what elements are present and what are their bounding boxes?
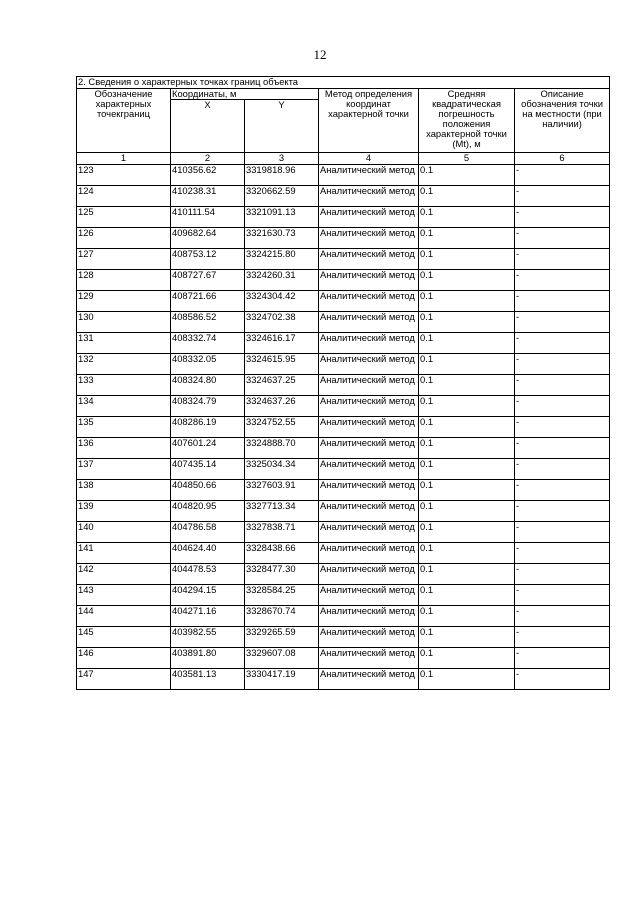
table-row	[77, 585, 610, 606]
method-cell: Аналитический метод	[319, 291, 419, 312]
section-title-row	[77, 77, 610, 89]
y-coordinate-cell: 3328670.74	[245, 606, 319, 627]
header-error: Средняя квадратическая погрешность положения характерной точки (Mt), м	[419, 89, 515, 153]
point-id-cell: 134	[77, 396, 171, 417]
error-cell: 0.1	[419, 480, 515, 501]
method-cell: Аналитический метод	[319, 333, 419, 354]
description-cell: -	[515, 396, 610, 417]
method-cell: Аналитический метод	[319, 669, 419, 690]
method-cell: Аналитический метод	[319, 375, 419, 396]
table-row	[77, 564, 610, 585]
header-method: Метод определения координат характерной точки	[319, 89, 419, 153]
error-cell: 0.1	[419, 438, 515, 459]
error-cell: 0.1	[419, 396, 515, 417]
y-coordinate-cell: 3324702.38	[245, 312, 319, 333]
method-cell: Аналитический метод	[319, 627, 419, 648]
y-coordinate-cell: 3319818.96	[245, 165, 319, 186]
y-coordinate-cell: 3324752.55	[245, 417, 319, 438]
x-coordinate-cell: 408727.67	[171, 270, 245, 291]
point-id-cell: 143	[77, 585, 171, 606]
table-row	[77, 396, 610, 417]
method-cell: Аналитический метод	[319, 585, 419, 606]
x-coordinate-cell: 404271.16	[171, 606, 245, 627]
description-cell: -	[515, 270, 610, 291]
y-coordinate-cell: 3327838.71	[245, 522, 319, 543]
table-row	[77, 354, 610, 375]
x-coordinate-cell: 404624.40	[171, 543, 245, 564]
description-cell: -	[515, 522, 610, 543]
point-id-cell: 144	[77, 606, 171, 627]
x-coordinate-cell: 408332.74	[171, 333, 245, 354]
point-id-cell: 129	[77, 291, 171, 312]
table-row	[77, 480, 610, 501]
description-cell: -	[515, 438, 610, 459]
x-coordinate-cell: 407435.14	[171, 459, 245, 480]
table-row	[77, 207, 610, 228]
description-cell: -	[515, 564, 610, 585]
x-coordinate-cell: 408324.79	[171, 396, 245, 417]
description-cell: -	[515, 165, 610, 186]
point-id-cell: 142	[77, 564, 171, 585]
header-coordinates: Координаты, м	[171, 89, 319, 100]
y-coordinate-cell: 3324615.95	[245, 354, 319, 375]
error-cell: 0.1	[419, 354, 515, 375]
table-row	[77, 648, 610, 669]
column-number: 5	[419, 153, 515, 165]
y-coordinate-cell: 3324304.42	[245, 291, 319, 312]
error-cell: 0.1	[419, 669, 515, 690]
error-cell: 0.1	[419, 417, 515, 438]
table-row	[77, 522, 610, 543]
method-cell: Аналитический метод	[319, 270, 419, 291]
method-cell: Аналитический метод	[319, 417, 419, 438]
error-cell: 0.1	[419, 564, 515, 585]
table-row	[77, 312, 610, 333]
method-cell: Аналитический метод	[319, 165, 419, 186]
table-row	[77, 417, 610, 438]
y-coordinate-cell: 3325034.34	[245, 459, 319, 480]
y-coordinate-cell: 3328477.30	[245, 564, 319, 585]
x-coordinate-cell: 404850.66	[171, 480, 245, 501]
column-number: 1	[77, 153, 171, 165]
x-coordinate-cell: 408753.12	[171, 249, 245, 270]
y-coordinate-cell: 3320662.59	[245, 186, 319, 207]
method-cell: Аналитический метод	[319, 480, 419, 501]
method-cell: Аналитический метод	[319, 564, 419, 585]
error-cell: 0.1	[419, 312, 515, 333]
table-row	[77, 228, 610, 249]
table-row	[77, 501, 610, 522]
description-cell: -	[515, 417, 610, 438]
method-cell: Аналитический метод	[319, 396, 419, 417]
error-cell: 0.1	[419, 585, 515, 606]
x-coordinate-cell: 408324.80	[171, 375, 245, 396]
method-cell: Аналитический метод	[319, 522, 419, 543]
y-coordinate-cell: 3324637.25	[245, 375, 319, 396]
x-coordinate-cell: 410111.54	[171, 207, 245, 228]
point-id-cell: 131	[77, 333, 171, 354]
error-cell: 0.1	[419, 270, 515, 291]
point-id-cell: 136	[77, 438, 171, 459]
description-cell: -	[515, 627, 610, 648]
x-coordinate-cell: 410238.31	[171, 186, 245, 207]
description-cell: -	[515, 186, 610, 207]
description-cell: -	[515, 333, 610, 354]
x-coordinate-cell: 409682.64	[171, 228, 245, 249]
x-coordinate-cell: 404786.58	[171, 522, 245, 543]
y-coordinate-cell: 3324260.31	[245, 270, 319, 291]
description-cell: -	[515, 375, 610, 396]
error-cell: 0.1	[419, 459, 515, 480]
description-cell: -	[515, 648, 610, 669]
point-id-cell: 145	[77, 627, 171, 648]
table-row	[77, 438, 610, 459]
error-cell: 0.1	[419, 627, 515, 648]
table-row	[77, 291, 610, 312]
description-cell: -	[515, 354, 610, 375]
error-cell: 0.1	[419, 249, 515, 270]
error-cell: 0.1	[419, 543, 515, 564]
method-cell: Аналитический метод	[319, 438, 419, 459]
x-coordinate-cell: 407601.24	[171, 438, 245, 459]
point-id-cell: 126	[77, 228, 171, 249]
y-coordinate-cell: 3330417.19	[245, 669, 319, 690]
y-coordinate-cell: 3324215.80	[245, 249, 319, 270]
description-cell: -	[515, 543, 610, 564]
y-coordinate-cell: 3324637.26	[245, 396, 319, 417]
description-cell: -	[515, 207, 610, 228]
error-cell: 0.1	[419, 207, 515, 228]
column-number: 2	[171, 153, 245, 165]
x-coordinate-cell: 404478.53	[171, 564, 245, 585]
y-coordinate-cell: 3329607.08	[245, 648, 319, 669]
y-coordinate-cell: 3321091.13	[245, 207, 319, 228]
point-id-cell: 125	[77, 207, 171, 228]
method-cell: Аналитический метод	[319, 606, 419, 627]
point-id-cell: 127	[77, 249, 171, 270]
y-coordinate-cell: 3324616.17	[245, 333, 319, 354]
column-number: 3	[245, 153, 319, 165]
error-cell: 0.1	[419, 606, 515, 627]
column-number: 6	[515, 153, 610, 165]
point-id-cell: 133	[77, 375, 171, 396]
point-id-cell: 139	[77, 501, 171, 522]
point-id-cell: 138	[77, 480, 171, 501]
x-coordinate-cell: 403581.13	[171, 669, 245, 690]
description-cell: -	[515, 291, 610, 312]
description-cell: -	[515, 312, 610, 333]
description-cell: -	[515, 228, 610, 249]
description-cell: -	[515, 585, 610, 606]
header-designation: Обозначение характерных точекграниц	[77, 89, 171, 153]
point-id-cell: 147	[77, 669, 171, 690]
error-cell: 0.1	[419, 522, 515, 543]
table-row	[77, 669, 610, 690]
point-id-cell: 137	[77, 459, 171, 480]
x-coordinate-cell: 403891.80	[171, 648, 245, 669]
y-coordinate-cell: 3321630.73	[245, 228, 319, 249]
table-row	[77, 333, 610, 354]
method-cell: Аналитический метод	[319, 648, 419, 669]
y-coordinate-cell: 3327713.34	[245, 501, 319, 522]
points-table-body	[77, 165, 610, 690]
x-coordinate-cell: 403982.55	[171, 627, 245, 648]
description-cell: -	[515, 480, 610, 501]
y-coordinate-cell: 3324888.70	[245, 438, 319, 459]
table-row	[77, 606, 610, 627]
x-coordinate-cell: 404294.15	[171, 585, 245, 606]
error-cell: 0.1	[419, 186, 515, 207]
point-id-cell: 128	[77, 270, 171, 291]
table-row	[77, 249, 610, 270]
table-row	[77, 627, 610, 648]
method-cell: Аналитический метод	[319, 228, 419, 249]
section-title: 2. Сведения о характерных точках границ объекта	[77, 77, 610, 89]
y-coordinate-cell: 3329265.59	[245, 627, 319, 648]
point-id-cell: 132	[77, 354, 171, 375]
error-cell: 0.1	[419, 648, 515, 669]
x-coordinate-cell: 408286.19	[171, 417, 245, 438]
header-description: Описание обозначения точки на местности (при наличии)	[515, 89, 610, 153]
x-coordinate-cell: 408332.05	[171, 354, 245, 375]
method-cell: Аналитический метод	[319, 249, 419, 270]
table-row	[77, 543, 610, 564]
x-coordinate-cell: 404820.95	[171, 501, 245, 522]
x-coordinate-cell: 408721.66	[171, 291, 245, 312]
x-coordinate-cell: 410356.62	[171, 165, 245, 186]
column-number: 4	[319, 153, 419, 165]
page-number: 12	[313, 47, 327, 62]
point-id-cell: 123	[77, 165, 171, 186]
table-row	[77, 270, 610, 291]
point-id-cell: 124	[77, 186, 171, 207]
table-row	[77, 459, 610, 480]
y-coordinate-cell: 3327603.91	[245, 480, 319, 501]
error-cell: 0.1	[419, 501, 515, 522]
error-cell: 0.1	[419, 291, 515, 312]
error-cell: 0.1	[419, 375, 515, 396]
point-id-cell: 130	[77, 312, 171, 333]
point-id-cell: 135	[77, 417, 171, 438]
boundary-points-table	[76, 76, 610, 690]
table-row	[77, 375, 610, 396]
description-cell: -	[515, 669, 610, 690]
column-number-row	[77, 153, 610, 165]
point-id-cell: 140	[77, 522, 171, 543]
header-x: X	[171, 100, 245, 153]
description-cell: -	[515, 606, 610, 627]
method-cell: Аналитический метод	[319, 312, 419, 333]
error-cell: 0.1	[419, 228, 515, 249]
table-row	[77, 186, 610, 207]
description-cell: -	[515, 459, 610, 480]
description-cell: -	[515, 501, 610, 522]
y-coordinate-cell: 3328438.66	[245, 543, 319, 564]
point-id-cell: 141	[77, 543, 171, 564]
method-cell: Аналитический метод	[319, 543, 419, 564]
header-row	[77, 89, 610, 100]
table-row	[77, 165, 610, 186]
y-coordinate-cell: 3328584.25	[245, 585, 319, 606]
method-cell: Аналитический метод	[319, 459, 419, 480]
description-cell: -	[515, 249, 610, 270]
point-id-cell: 146	[77, 648, 171, 669]
error-cell: 0.1	[419, 333, 515, 354]
error-cell: 0.1	[419, 165, 515, 186]
method-cell: Аналитический метод	[319, 207, 419, 228]
method-cell: Аналитический метод	[319, 354, 419, 375]
x-coordinate-cell: 408586.52	[171, 312, 245, 333]
method-cell: Аналитический метод	[319, 186, 419, 207]
method-cell: Аналитический метод	[319, 501, 419, 522]
header-y: Y	[245, 100, 319, 153]
